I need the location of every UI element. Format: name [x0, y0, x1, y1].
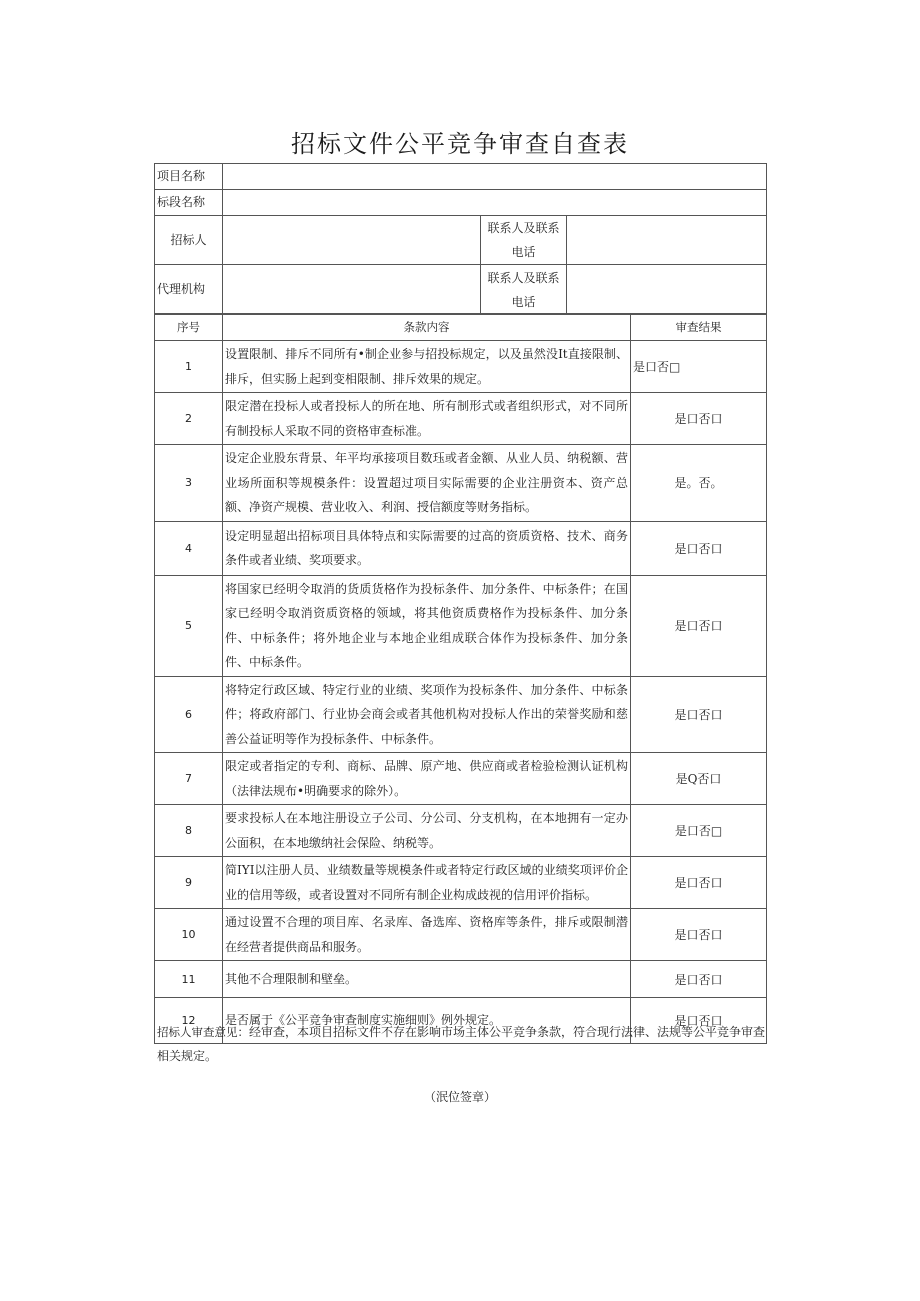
table-row [155, 521, 767, 575]
section-name-field[interactable] [223, 190, 767, 216]
agency-label: 代理机构 [155, 265, 223, 315]
row-clause: 通过设置不合理的项目库、名录库、备选库、资格库等条件，排斥或限制潜在经营者提供商品和服务。 [223, 909, 631, 961]
row-number: 12 [155, 998, 223, 1044]
row-number: 6 [155, 676, 223, 753]
table-row [155, 805, 767, 857]
row-clause: 要求投标人在本地注册设立子公司、分公司、分支机构，在本地拥有一定办公面积，在本地缴纳社会保险、纳税等。 [223, 805, 631, 857]
document-title: 招标文件公平竞争审查自查表 [291, 130, 629, 158]
review-opinion-label: 招标人审查意见： [157, 1025, 249, 1039]
project-name-row [155, 164, 767, 190]
tenderer-label: 招标人 [155, 216, 223, 265]
row-clause: 将国家已经明令取消的货质货格作为投标条件、加分条件、中标条件；在国家已经明令取消资质资格的领域，将其他资质费格作为投标条件、加分条件、中标条件；将外地企业与本地企业组成联合体作为投标条件、加分条件、中标条件。 [223, 575, 631, 676]
row-clause: 简IYI以注册人员、业绩数量等规模条件或者特定行政区域的业绩奖项评价企业的信用等级，或者设置对不同所有制企业构成歧视的信用评价指标。 [223, 857, 631, 909]
table-row [155, 575, 767, 676]
row-number: 10 [155, 909, 223, 961]
row-result-checkbox[interactable]: 是Q否口 [631, 753, 767, 805]
header-result: 审查结果 [631, 314, 767, 341]
table-header-row [155, 314, 767, 341]
seal-signature-line: （泯位签章） [423, 1090, 496, 1104]
row-number: 1 [155, 341, 223, 393]
tenderer-row [155, 216, 767, 265]
header-clause: 条款内容 [223, 314, 631, 341]
review-opinion [157, 1020, 769, 1068]
row-number: 4 [155, 521, 223, 575]
row-clause: 设定明显超出招标项目具体特点和实际需要的过高的资质资格、技术、商务条件或者业绩、奖项要求。 [223, 521, 631, 575]
row-result-checkbox[interactable]: 是口否口 [631, 393, 767, 445]
table-row [155, 909, 767, 961]
row-clause: 是否属于《公平竞争审查制度实施细则》例外规定。 [223, 998, 631, 1044]
row-result-checkbox[interactable]: 是。否。 [631, 445, 767, 522]
row-result-checkbox[interactable]: 是口否口 [631, 521, 767, 575]
row-clause: 设置限制、排斥不同所有•制企业参与招投标规定，以及虽然没It直接限制、排斥，但实肠上起到变相限制、排斥效果的规定。 [223, 341, 631, 393]
row-result-checkbox[interactable]: 是口否口 [631, 909, 767, 961]
row-number: 11 [155, 961, 223, 998]
tenderer-contact-label: 联系人及联系电话 [481, 216, 567, 265]
row-clause: 其他不合理限制和壁垒。 [223, 961, 631, 998]
row-number: 9 [155, 857, 223, 909]
row-clause: 限定潜在投标人或者投标人的所在地、所有制形式或者组织形式，对不同所有制投标人采取不同的资格审查标准。 [223, 393, 631, 445]
row-result-checkbox[interactable]: 是口否口 [631, 998, 767, 1044]
tenderer-field[interactable] [223, 216, 481, 265]
table-row [155, 753, 767, 805]
table-row [155, 341, 767, 393]
row-result-checkbox[interactable]: 是口否口 [631, 676, 767, 753]
review-table [154, 313, 767, 1044]
row-number: 2 [155, 393, 223, 445]
row-result-checkbox[interactable]: 是口否口 [631, 961, 767, 998]
row-clause: 限定或者指定的专利、商标、品牌、原产地、供应商或者检验检测认证机构（法律法规布•明确要求的除外）。 [223, 753, 631, 805]
table-row [155, 676, 767, 753]
table-row [155, 393, 767, 445]
row-clause: 设定企业股东背景、年平均承接项目数珏或者金额、从业人员、纳税额、营业场所面积等规模条件：设置超过项目实际需要的企业注册资本、资产总额、净资产规模、营业收入、利润、授信额度等财务指标。 [223, 445, 631, 522]
tenderer-contact-field[interactable] [567, 216, 767, 265]
row-result-checkbox[interactable]: 是口否□ [631, 805, 767, 857]
table-row [155, 445, 767, 522]
table-row [155, 961, 767, 998]
row-number: 3 [155, 445, 223, 522]
section-name-label: 标段名称 [155, 190, 223, 216]
row-number: 8 [155, 805, 223, 857]
row-result-checkbox[interactable]: 是口否□ [631, 341, 767, 393]
agency-field[interactable] [223, 265, 481, 315]
row-number: 7 [155, 753, 223, 805]
review-opinion-text: 经审查，本项目招标文件不存在影响市场主体公平竞争条款，符合现行法律、法规等公平竞争审查相关规定。 [157, 1025, 766, 1063]
table-row [155, 857, 767, 909]
agency-contact-field[interactable] [567, 265, 767, 315]
agency-contact-label: 联系人及联系电话 [481, 265, 567, 315]
header-no: 序号 [155, 314, 223, 341]
row-number: 5 [155, 575, 223, 676]
agency-row [155, 265, 767, 315]
row-result-checkbox[interactable]: 是口否口 [631, 857, 767, 909]
row-clause: 将特定行政区域、特定行业的业绩、奖项作为投标条件、加分条件、中标条件；将政府部门、行业协会商会或者其他机构对投标人作出的荣誉奖励和慈善公益证明等作为投标条件、中标条件。 [223, 676, 631, 753]
project-name-label: 项目名称 [155, 164, 223, 190]
section-name-row [155, 190, 767, 216]
row-result-checkbox[interactable]: 是口否口 [631, 575, 767, 676]
project-info-table [154, 163, 767, 315]
project-name-field[interactable] [223, 164, 767, 190]
